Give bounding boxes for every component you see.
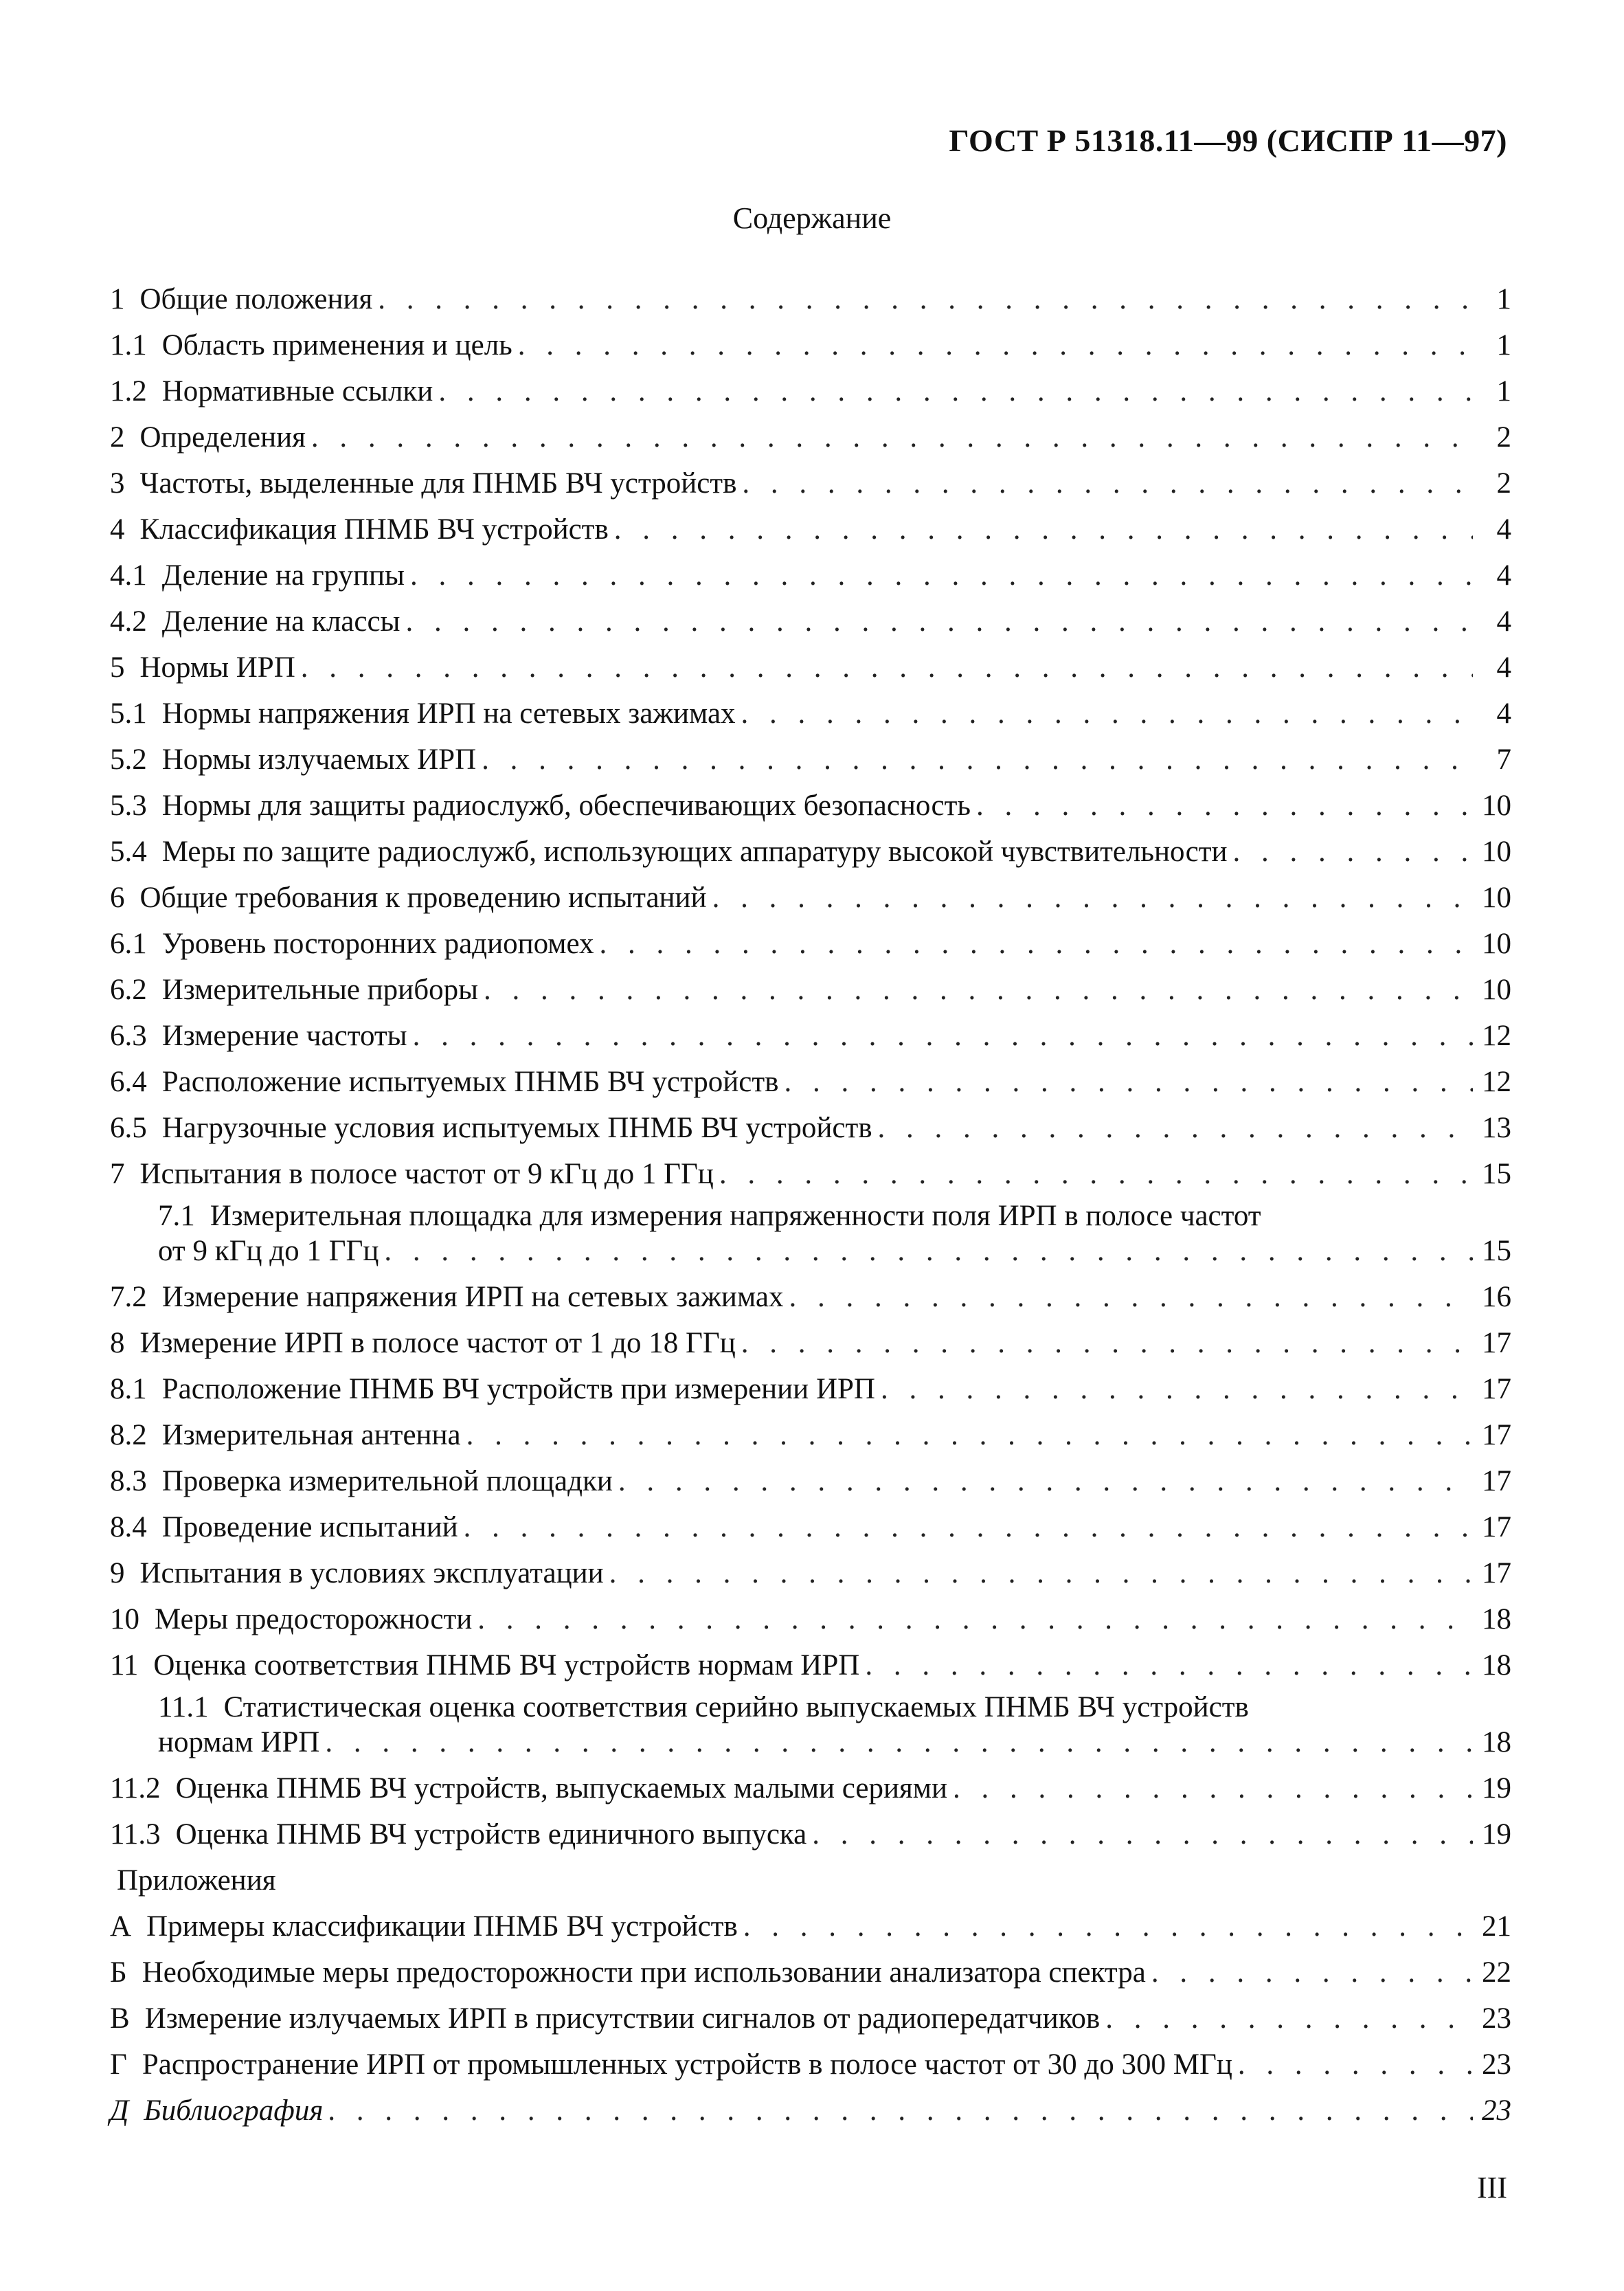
toc-item-title: Измерительная антенна <box>161 1419 461 1451</box>
toc-item-page: 4 <box>1496 559 1511 592</box>
toc-item[interactable] <box>110 1552 1511 1598</box>
toc-item-page: 19 <box>1482 1818 1511 1851</box>
toc-item-number: 10 <box>110 1603 139 1635</box>
toc-item-title: Общие требования к проведению испытаний <box>139 882 707 914</box>
toc-item-page: 17 <box>1482 1373 1511 1405</box>
page-number: III <box>1477 2171 1507 2204</box>
dot-leader <box>484 973 1473 1007</box>
toc-item-title: Классификация ПНМБ ВЧ устройств <box>139 513 609 546</box>
toc-item-title: Испытания в условиях эксплуатации <box>139 1557 604 1589</box>
toc-item-page: 23 <box>1482 2048 1511 2081</box>
toc-item[interactable] <box>110 923 1511 969</box>
toc-item[interactable] <box>110 555 1511 601</box>
dot-leader <box>600 927 1474 961</box>
toc-item-title: Общие положения <box>139 283 373 315</box>
toc-item[interactable] <box>110 324 1511 370</box>
dot-leader <box>1151 1956 1473 1989</box>
dot-leader <box>812 1818 1473 1851</box>
toc-item-title: Расположение испытуемых ПНМБ ВЧ устройств <box>161 1066 779 1098</box>
toc-item-line <box>110 1556 1511 1590</box>
dot-leader <box>742 467 1473 500</box>
dot-leader <box>618 1464 1473 1498</box>
toc-item-title: Измерение напряжения ИРП на сетевых зажимах <box>161 1281 784 1313</box>
toc-item-page: 23 <box>1482 2094 1511 2127</box>
toc-item-line <box>110 651 1511 684</box>
toc-item-number: 3 <box>110 467 125 500</box>
dot-leader <box>518 328 1473 362</box>
toc-item-number: Г <box>110 2048 127 2081</box>
dot-leader <box>384 1234 1473 1268</box>
dot-leader <box>410 559 1473 592</box>
toc-item-line <box>110 973 1511 1007</box>
toc-item-number: 6.4 <box>110 1066 147 1098</box>
toc-item-line <box>110 513 1511 546</box>
dot-leader <box>482 743 1473 776</box>
toc-item-title: Нормы напряжения ИРП на сетевых зажимах <box>161 697 736 730</box>
toc-item-number: 1.1 <box>110 329 147 361</box>
toc-item-page: 7 <box>1496 744 1511 776</box>
toc-item-number: 11.1 <box>158 1691 209 1723</box>
toc-item-title: Меры по защите радиослужб, использующих аппаратуру высокой чувствительности <box>161 836 1228 868</box>
toc-item-title: Расположение ПНМБ ВЧ устройств при измерении ИРП <box>161 1373 875 1405</box>
toc-item-line <box>158 1690 1249 1724</box>
toc-item-number: 7 <box>110 1158 125 1190</box>
toc-item-page: 2 <box>1496 467 1511 500</box>
appendix-item[interactable] <box>110 2090 1511 2136</box>
toc-item-number: 5.2 <box>110 744 147 776</box>
table-of-contents <box>110 278 1511 2136</box>
toc-item-page: 10 <box>1482 974 1511 1006</box>
toc-item-page: 10 <box>1482 836 1511 868</box>
toc-item[interactable] <box>110 831 1511 877</box>
toc-item-page: 18 <box>1482 1726 1511 1758</box>
toc-item[interactable] <box>110 1015 1511 1061</box>
toc-item-title: Библиография <box>144 2094 324 2127</box>
toc-item-number: А <box>110 1910 132 1943</box>
toc-item-number: 11 <box>110 1649 139 1681</box>
toc-item-number: 4.2 <box>110 605 147 638</box>
toc-item-page: 1 <box>1496 283 1511 315</box>
toc-title: Содержание <box>732 201 892 235</box>
toc-item[interactable] <box>110 1276 1511 1322</box>
toc-item-number: 8.2 <box>110 1419 147 1451</box>
appendix-item[interactable] <box>110 1998 1511 2044</box>
toc-item-line <box>110 881 1511 915</box>
toc-item-page: 4 <box>1496 513 1511 546</box>
toc-item-page: 21 <box>1482 1910 1511 1943</box>
toc-item-page: 17 <box>1482 1511 1511 1543</box>
toc-item-line <box>110 1956 1511 1989</box>
toc-item-line <box>110 1111 1511 1145</box>
toc-item-number: 6.1 <box>110 928 147 960</box>
toc-item[interactable] <box>110 1460 1511 1506</box>
toc-item-number: 8 <box>110 1327 125 1359</box>
toc-item-page: 10 <box>1482 882 1511 914</box>
toc-item-line <box>110 282 1511 316</box>
toc-item-line <box>110 927 1511 961</box>
toc-item-line <box>110 1910 1511 1943</box>
toc-item-number: 5 <box>110 651 125 684</box>
toc-item-page: 4 <box>1496 605 1511 638</box>
toc-item-title: Уровень посторонних радиопомех <box>161 928 594 960</box>
toc-item-line <box>110 789 1511 823</box>
toc-item[interactable] <box>110 462 1511 509</box>
toc-item-title-continued: нормам ИРП <box>158 1726 320 1758</box>
toc-item-number: В <box>110 2002 130 2035</box>
toc-item[interactable] <box>110 1690 1511 1767</box>
toc-item-number: 11.3 <box>110 1818 161 1851</box>
toc-item-number: 1 <box>110 283 125 315</box>
toc-item-number: 4.1 <box>110 559 147 592</box>
toc-item-page: 17 <box>1482 1557 1511 1589</box>
dot-leader <box>438 375 1473 408</box>
toc-item-title: Частоты, выделенные для ПНМБ ВЧ устройств <box>139 467 737 500</box>
toc-item-page: 16 <box>1482 1281 1511 1313</box>
toc-item[interactable] <box>110 693 1511 739</box>
toc-item[interactable] <box>110 1061 1511 1107</box>
toc-item-line <box>110 1326 1511 1360</box>
toc-item-title: Измерительная площадка для измерения напряженности поля ИРП в полосе частот <box>210 1200 1261 1232</box>
toc-item[interactable] <box>110 601 1511 647</box>
toc-item-line <box>110 697 1511 730</box>
dot-leader <box>301 651 1473 684</box>
toc-item-number: 6 <box>110 882 125 914</box>
toc-item-title: Деление на группы <box>161 559 405 592</box>
dot-leader <box>789 1280 1473 1314</box>
toc-item-line <box>110 2048 1511 2081</box>
toc-item-page: 12 <box>1482 1020 1511 1052</box>
toc-item-page: 1 <box>1496 375 1511 407</box>
toc-item-title: Примеры классификации ПНМБ ВЧ устройств <box>146 1910 738 1943</box>
toc-item[interactable] <box>110 1598 1511 1644</box>
toc-item-title: Меры предосторожности <box>155 1603 473 1635</box>
toc-item[interactable] <box>110 969 1511 1015</box>
dot-leader <box>325 1725 1473 1759</box>
toc-item-page: 22 <box>1482 1956 1511 1989</box>
toc-item-number: 8.4 <box>110 1511 147 1543</box>
toc-item[interactable] <box>110 1644 1511 1690</box>
toc-item-line <box>110 2094 1511 2127</box>
toc-item[interactable] <box>110 647 1511 693</box>
dot-leader <box>378 282 1473 316</box>
dot-leader <box>614 513 1473 546</box>
toc-item-line <box>110 421 1511 454</box>
toc-item-title: Нагрузочные условия испытуемых ПНМБ ВЧ устройств <box>161 1112 872 1144</box>
toc-item-line <box>110 1772 1511 1805</box>
toc-item-title: Распространение ИРП от промышленных устройств в полосе частот от 30 до 300 МГц <box>142 2048 1232 2081</box>
toc-item[interactable] <box>110 416 1511 462</box>
toc-item-number: 6.5 <box>110 1112 147 1144</box>
toc-item-number: 2 <box>110 421 125 454</box>
dot-leader <box>1105 2002 1473 2035</box>
toc-item-line <box>110 1464 1511 1498</box>
toc-item[interactable] <box>110 1199 1511 1276</box>
toc-item[interactable] <box>110 1506 1511 1552</box>
toc-item-line <box>158 1234 1511 1268</box>
toc-item[interactable] <box>110 278 1511 324</box>
dot-leader <box>953 1772 1473 1805</box>
toc-item-number: Д <box>110 2094 129 2127</box>
toc-item-page: 17 <box>1482 1327 1511 1359</box>
toc-item-number: 6.2 <box>110 974 147 1006</box>
toc-item-title: Область применения и цель <box>161 329 512 361</box>
toc-item[interactable] <box>110 1107 1511 1153</box>
toc-item-line <box>110 1157 1511 1191</box>
dot-leader <box>328 2094 1473 2127</box>
dot-leader <box>712 881 1473 915</box>
toc-item-line <box>110 1418 1511 1452</box>
toc-item[interactable] <box>110 785 1511 831</box>
toc-item-line <box>110 743 1511 776</box>
toc-item-page: 2 <box>1496 421 1511 454</box>
toc-item-page: 13 <box>1482 1112 1511 1144</box>
toc-item-line <box>110 2002 1511 2035</box>
appendix-heading-text: Приложения <box>117 1864 276 1897</box>
dot-leader <box>466 1418 1473 1452</box>
dot-leader <box>1233 835 1473 869</box>
toc-item-page: 18 <box>1482 1649 1511 1681</box>
toc-item-line <box>110 375 1511 408</box>
dot-leader <box>865 1649 1473 1682</box>
dot-leader <box>405 605 1473 638</box>
toc-item-page: 15 <box>1482 1158 1511 1190</box>
toc-item[interactable] <box>110 1414 1511 1460</box>
toc-item-page: 17 <box>1482 1465 1511 1497</box>
toc-item[interactable] <box>110 739 1511 785</box>
appendix-item[interactable] <box>110 1952 1511 1998</box>
toc-item-number: 5.4 <box>110 836 147 868</box>
toc-item-page: 10 <box>1482 928 1511 960</box>
dot-leader <box>609 1556 1473 1590</box>
toc-item-page: 17 <box>1482 1419 1511 1451</box>
dot-leader <box>784 1065 1473 1099</box>
toc-item-number: Б <box>110 1956 127 1989</box>
dot-leader <box>464 1510 1473 1544</box>
dot-leader <box>1238 2048 1473 2081</box>
toc-item-title: Нормы ИРП <box>139 651 295 684</box>
toc-item[interactable] <box>110 1368 1511 1414</box>
dot-leader <box>881 1372 1473 1406</box>
toc-item-line <box>158 1725 1511 1759</box>
appendix-heading <box>110 1859 1511 1906</box>
toc-item-line <box>158 1199 1261 1233</box>
toc-item-line <box>110 1019 1511 1053</box>
toc-item-title: Необходимые меры предосторожности при использовании анализатора спектра <box>142 1956 1146 1989</box>
toc-item-title: Нормативные ссылки <box>161 375 433 407</box>
dot-leader <box>719 1157 1473 1191</box>
toc-item-number: 5.1 <box>110 697 147 730</box>
toc-item-title-continued: от 9 кГц до 1 ГГц <box>158 1235 379 1267</box>
toc-item-page: 4 <box>1496 651 1511 684</box>
toc-item[interactable] <box>110 877 1511 923</box>
toc-item-page: 18 <box>1482 1603 1511 1635</box>
toc-item-title: Измерение излучаемых ИРП в присутствии сигналов от радиопередатчиков <box>144 2002 1101 2035</box>
appendix-item[interactable] <box>110 1906 1511 1952</box>
toc-item-line <box>110 605 1511 638</box>
toc-item-line <box>110 835 1511 869</box>
toc-item-page: 1 <box>1496 329 1511 361</box>
toc-item-title: Оценка соответствия ПНМБ ВЧ устройств нормам ИРП <box>153 1649 860 1681</box>
toc-item[interactable] <box>110 370 1511 416</box>
toc-item-title: Измерительные приборы <box>161 974 478 1006</box>
toc-item-line <box>110 1510 1511 1544</box>
toc-item-line <box>110 1649 1511 1682</box>
toc-item[interactable] <box>110 1813 1511 1859</box>
toc-item-line <box>110 1065 1511 1099</box>
toc-item-title: Оценка ПНМБ ВЧ устройств единичного выпуска <box>175 1818 807 1851</box>
toc-item-number: 8.3 <box>110 1465 147 1497</box>
toc-item-number: 6.3 <box>110 1020 147 1052</box>
toc-item-page: 23 <box>1482 2002 1511 2035</box>
toc-item-title: Оценка ПНМБ ВЧ устройств, выпускаемых малыми сериями <box>175 1772 947 1804</box>
toc-item-number: 7.1 <box>158 1200 195 1232</box>
toc-item-title: Деление на классы <box>161 605 401 638</box>
toc-item[interactable] <box>110 1153 1511 1199</box>
toc-item-title: Проверка измерительной площадки <box>161 1465 613 1497</box>
toc-item-line <box>110 1372 1511 1406</box>
dot-leader <box>976 789 1473 823</box>
appendix-item[interactable] <box>110 2044 1511 2090</box>
toc-item-number: 7.2 <box>110 1281 147 1313</box>
toc-item-line <box>110 1602 1511 1636</box>
dot-leader <box>743 1910 1473 1943</box>
dot-leader <box>311 421 1473 454</box>
toc-item-title: Определения <box>139 421 306 454</box>
toc-item-number: 1.2 <box>110 375 147 407</box>
dot-leader <box>878 1111 1473 1145</box>
toc-item-line <box>110 1280 1511 1314</box>
toc-item-title: Нормы излучаемых ИРП <box>161 744 477 776</box>
toc-item-number: 8.1 <box>110 1373 147 1405</box>
toc-item-page: 19 <box>1482 1772 1511 1804</box>
toc-item-page: 4 <box>1496 697 1511 730</box>
toc-item-line <box>110 559 1511 592</box>
toc-item[interactable] <box>110 1322 1511 1368</box>
toc-item-page: 10 <box>1482 790 1511 822</box>
dot-leader <box>741 1326 1473 1360</box>
document-code: ГОСТ Р 51318.11—99 (СИСПР 11—97) <box>949 123 1507 158</box>
toc-item-number: 5.3 <box>110 790 147 822</box>
dot-leader <box>477 1602 1473 1636</box>
dot-leader <box>741 697 1473 730</box>
toc-item-title: Измерение ИРП в полосе частот от 1 до 18 ГГц <box>139 1327 736 1359</box>
toc-item-line <box>110 328 1511 362</box>
toc-item-title: Нормы для защиты радиослужб, обеспечивающих безопасность <box>161 790 971 822</box>
toc-item-number: 9 <box>110 1557 125 1589</box>
toc-item-page: 12 <box>1482 1066 1511 1098</box>
toc-item-line <box>110 1818 1511 1851</box>
toc-item-page: 15 <box>1482 1235 1511 1267</box>
toc-item-title: Проведение испытаний <box>161 1511 458 1543</box>
toc-item-number: 11.2 <box>110 1772 161 1804</box>
toc-item-line <box>110 467 1511 500</box>
toc-item[interactable] <box>110 1767 1511 1813</box>
toc-item-title: Испытания в полосе частот от 9 кГц до 1 ГГц <box>139 1158 714 1190</box>
toc-item[interactable] <box>110 509 1511 555</box>
dot-leader <box>413 1019 1473 1053</box>
toc-item-number: 4 <box>110 513 125 546</box>
toc-item-title: Статистическая оценка соответствия серийно выпускаемых ПНМБ ВЧ устройств <box>223 1691 1249 1723</box>
toc-item-title: Измерение частоты <box>161 1020 407 1052</box>
